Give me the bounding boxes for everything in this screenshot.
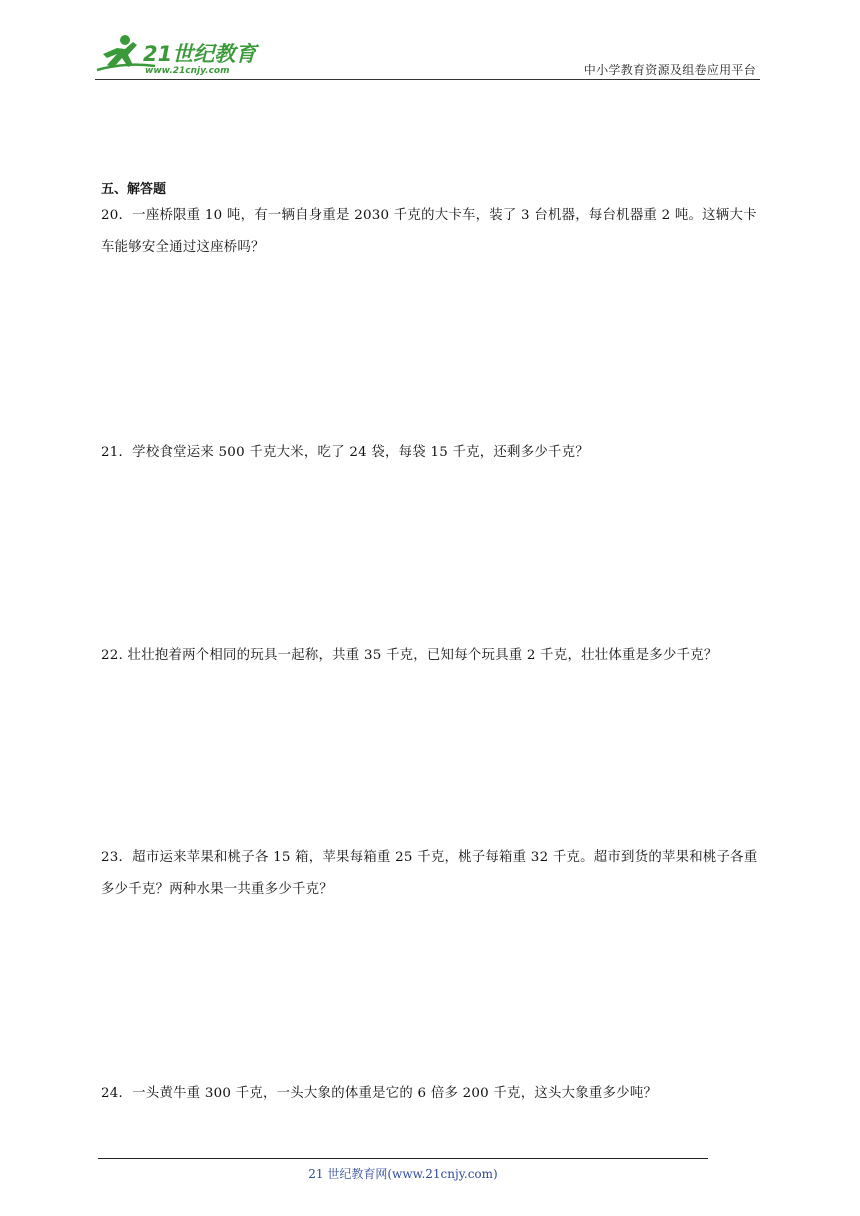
logo-text: 21世纪教育 [143,42,257,66]
question-23: 23．超市运来苹果和桃子各 15 箱，苹果每箱重 25 千克，桃子每箱重 32 千克。超市到货的苹果和桃子各重多少千克？两种水果一共重多少千克？ [101,850,758,897]
question-21: 21．学校食堂运来 500 千克大米，吃了 24 袋，每袋 15 千克，还剩多少千克？ [101,445,589,460]
footer-divider [98,1158,708,1159]
page-header [95,32,760,80]
question-22: 22. 壮壮抱着两个相同的玩具一起称，共重 35 千克，已知每个玩具重 2 千克，壮壮体重是多少千克？ [101,648,718,663]
logo [95,32,265,78]
footer-text: 21 世纪教育网(www.21cnjy.com) [308,1167,498,1181]
header-platform-label: 中小学教育资源及组卷应用平台 [583,63,756,77]
section-title: 五、解答题 [101,182,167,197]
question-20: 20．一座桥限重 10 吨，有一辆自身重是 2030 千克的大卡车，装了 3 台机器，每台机器重 2 吨。这辆大卡车能够安全通过这座桥吗？ [101,208,757,255]
header-divider [95,79,760,80]
question-24: 24．一头黄牛重 300 千克，一头大象的体重是它的 6 倍多 200 千克，这头大象重多少吨？ [101,1086,658,1101]
logo-url: www.21cnjy.com [145,66,230,76]
